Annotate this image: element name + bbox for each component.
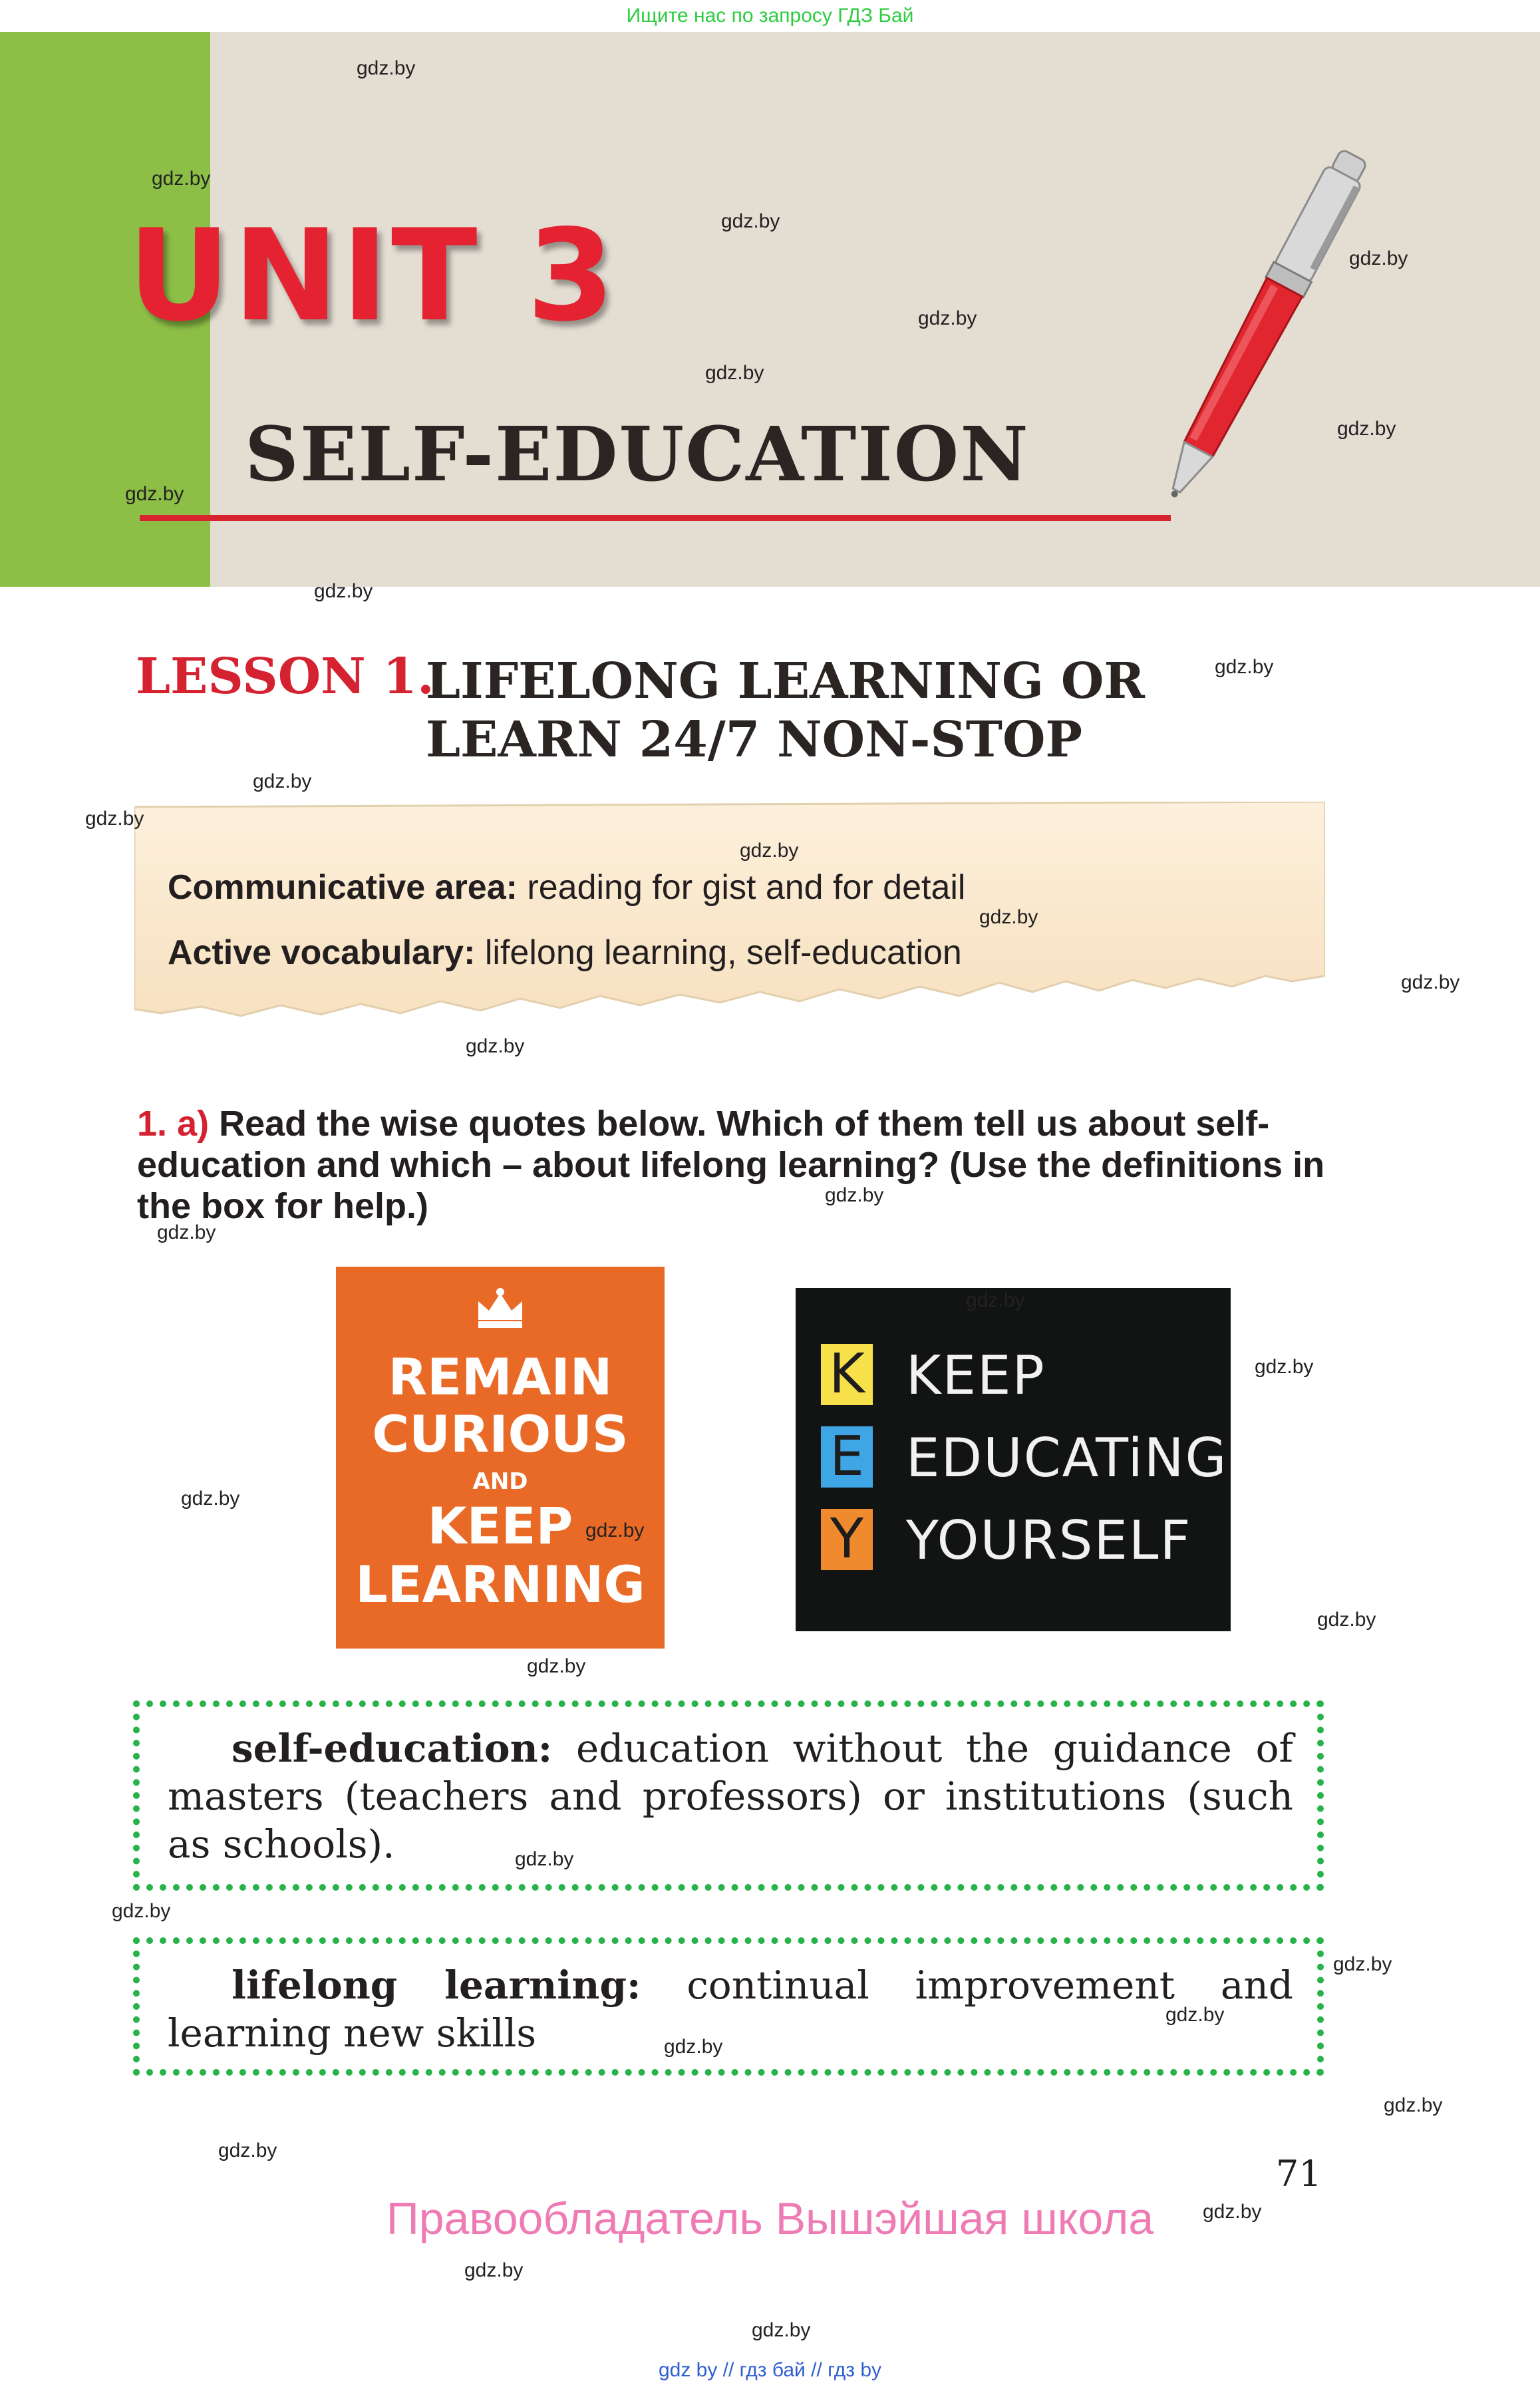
watermark: gdz.by [1384, 2094, 1443, 2116]
watermark: gdz.by [1349, 247, 1408, 269]
communicative-label: Communicative area: [168, 868, 518, 907]
vocabulary-value: lifelong learning, self-education [484, 933, 962, 972]
task-number: 1. [137, 1104, 168, 1144]
task-1a [137, 1103, 1334, 1227]
key-letter-k: K [821, 1344, 873, 1405]
vocabulary-label: Active vocabulary: [168, 933, 476, 972]
poster-remain-curious [336, 1267, 665, 1649]
watermark: gdz.by [1165, 2004, 1225, 2026]
poster1-line2: CURIOUS [372, 1404, 629, 1464]
red-underline [140, 515, 1171, 521]
def2-text: continual improvement and learning new skills [168, 1963, 1293, 2056]
definition-self-education [133, 1700, 1324, 1891]
key-word-educating: EDUCATiNG [906, 1427, 1228, 1489]
def2-term: lifelong learning: [231, 1963, 641, 2008]
unit-subtitle: SELF-EDUCATION [245, 411, 1030, 498]
task-part: a) [177, 1104, 210, 1144]
watermark: gdz.by [464, 2259, 524, 2281]
watermark: gdz.by [966, 1289, 1025, 1311]
poster1-line4: KEEP [427, 1496, 573, 1555]
poster1-line5: LEARNING [355, 1555, 645, 1614]
torn-paper-box [134, 802, 1325, 1021]
top-banner[interactable]: Ищите нас по запросу ГДЗ Бай [626, 5, 914, 27]
definition-lifelong-learning [133, 1937, 1324, 2076]
watermark: gdz.by [752, 2319, 811, 2341]
watermark: gdz.by [705, 362, 764, 384]
watermark: gdz.by [253, 770, 312, 792]
watermark: gdz.by [181, 1488, 240, 1510]
rights-holder: Правообладатель Вышэйшая школа [386, 2193, 1154, 2244]
watermark: gdz.by [918, 307, 977, 329]
key-word-yourself: YOURSELF [906, 1510, 1192, 1571]
watermark: gdz.by [825, 1184, 884, 1206]
watermark: gdz.by [1215, 656, 1274, 678]
watermark: gdz.by [664, 2036, 723, 2058]
communicative-area [168, 870, 966, 905]
watermark: gdz.by [1333, 1953, 1392, 1975]
pen-icon [1144, 120, 1384, 532]
active-vocabulary [168, 935, 962, 970]
unit-title: UNIT 3 [128, 202, 617, 349]
watermark: gdz.by [1317, 1609, 1376, 1631]
key-letter-e: E [821, 1426, 873, 1488]
watermark: gdz.by [125, 483, 184, 505]
watermark: gdz.by [157, 1221, 216, 1243]
def1-term: self-education: [231, 1726, 553, 1771]
watermark: gdz.by [1203, 2201, 1262, 2223]
watermark: gdz.by [1401, 971, 1460, 993]
watermark: gdz.by [112, 1900, 171, 1922]
watermark: gdz.by [466, 1035, 525, 1057]
watermark: gdz.by [527, 1655, 586, 1677]
lesson-title-line1: LIFELONG LEARNING OR [426, 653, 1145, 710]
watermark: gdz.by [740, 840, 799, 862]
crown-icon [474, 1287, 526, 1331]
def1-text: education without the guidance of masters (teachers and professors) or institutions (such as schools). [168, 1726, 1293, 1867]
watermark: gdz.by [357, 57, 416, 79]
watermark: gdz.by [1337, 418, 1396, 440]
watermark: gdz.by [152, 168, 211, 190]
watermark: gdz.by [979, 906, 1038, 928]
footer-links[interactable]: gdz by // гдз бай // гдз by [658, 2359, 882, 2381]
lesson-title [426, 652, 1145, 769]
poster-key-chalkboard [796, 1288, 1231, 1631]
key-word-keep: KEEP [906, 1345, 1046, 1406]
poster1-line3: AND [472, 1468, 528, 1495]
page-number: 71 [1276, 2153, 1322, 2195]
watermark: gdz.by [585, 1519, 645, 1541]
lesson-number: LESSON 1. [136, 648, 434, 705]
watermark: gdz.by [85, 808, 144, 830]
lesson-title-line2: LEARN 24/7 NON-STOP [426, 711, 1083, 768]
communicative-value: reading for gist and for detail [527, 868, 966, 907]
key-letter-y: Y [821, 1509, 873, 1570]
watermark: gdz.by [515, 1848, 574, 1870]
task-text: Read the wise quotes below. Which of them tell us about self-education and which – about lifelong learning? (Use the definitions in the box for help.) [137, 1104, 1325, 1226]
watermark: gdz.by [218, 2140, 277, 2161]
watermark: gdz.by [314, 580, 373, 602]
poster1-line1: REMAIN [388, 1347, 613, 1406]
watermark: gdz.by [1255, 1356, 1314, 1378]
watermark: gdz.by [721, 210, 780, 232]
